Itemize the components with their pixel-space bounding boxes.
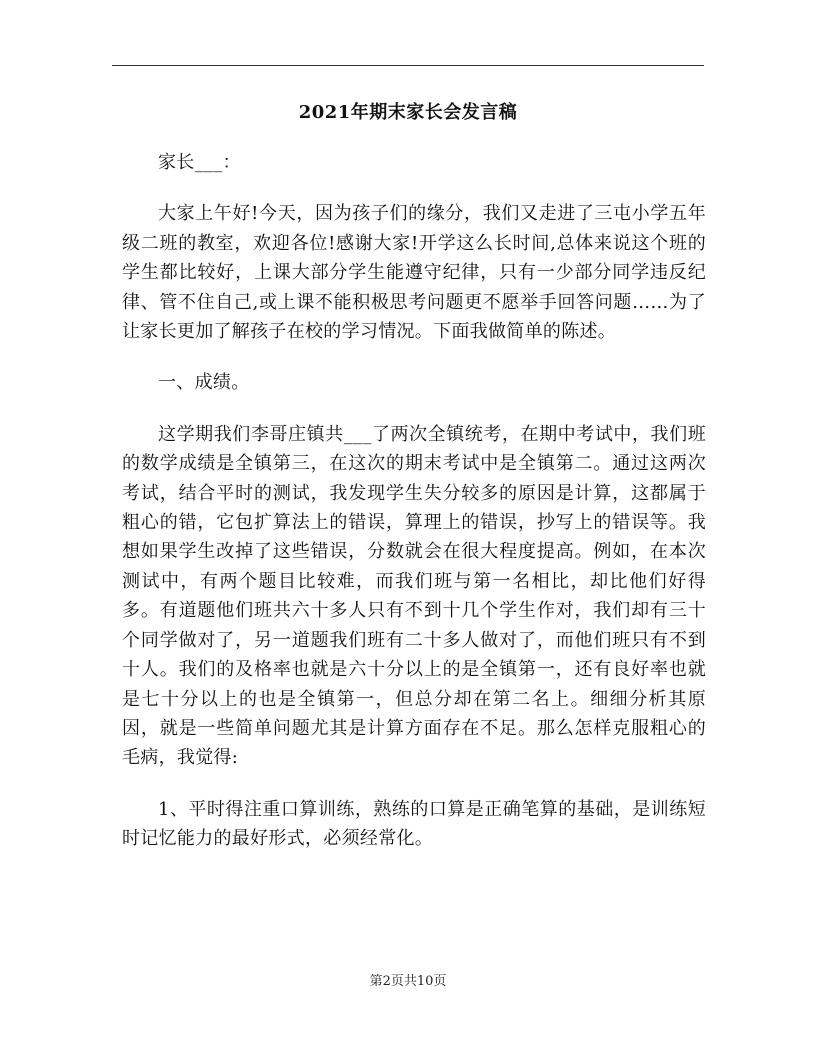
paragraph-point-1: 1、平时得注重口算训练，熟练的口算是正确笔算的基础，是训练短时记忆能力的最好形式，必须经常化。 <box>122 798 706 850</box>
paragraph-grades: 这学期我们李哥庄镇共___了两次全镇统考，在期中考试中，我们班的数学成绩是全镇第三，在这次的期末考试中是全镇第二。通过这两次考试，结合平时的测试，我发现学生失分较多的原因是计算，这都属于粗心的错，它包扩算法上的错误，算理上的错误，抄写上的错误等。我想如果学生改掉了这些错误，分数就会在很大程度提高。例如，在本次测试中，有两个题目比较难，而我们班与第一名相比，却比他们好得多。有道题他们班共六十多人只有不到十几个学生作对，我们却有三十个同学做对了，另一道题我们班有二十多人做对了，而他们班只有不到十人。我们的及格率也就是六十分以上的是全镇第一，还有良好率也就是七十分以上的也是全镇第一，但总分却在第二名上。细细分析其原因，就是一些简单问题尤其是计算方面存在不足。那么怎样克服粗心的毛病，我觉得: <box>122 423 706 769</box>
page-number: 第2页共10页 <box>369 974 447 989</box>
document-title: 2021年期末家长会发言稿 <box>298 102 518 123</box>
section-heading-grades: 一、成绩。 <box>158 372 250 394</box>
greeting: 家长___： <box>158 152 241 173</box>
paragraph-intro: 大家上午好!今天，因为孩子们的缘分，我们又走进了三屯小学五年级二班的教室，欢迎各位!感谢大家!开学这么长时间,总体来说这个班的学生都比较好，上课大部分学生能遵守纪律，只有一少部分同学违反纪律、管不住自己,或上课不能积极思考问题更不愿举手回答问题……为了让家长更加了解孩子在校的学习情况。下面我做简单的陈述。 <box>122 203 706 343</box>
header-rule <box>112 65 704 66</box>
document-body <box>122 148 706 854</box>
